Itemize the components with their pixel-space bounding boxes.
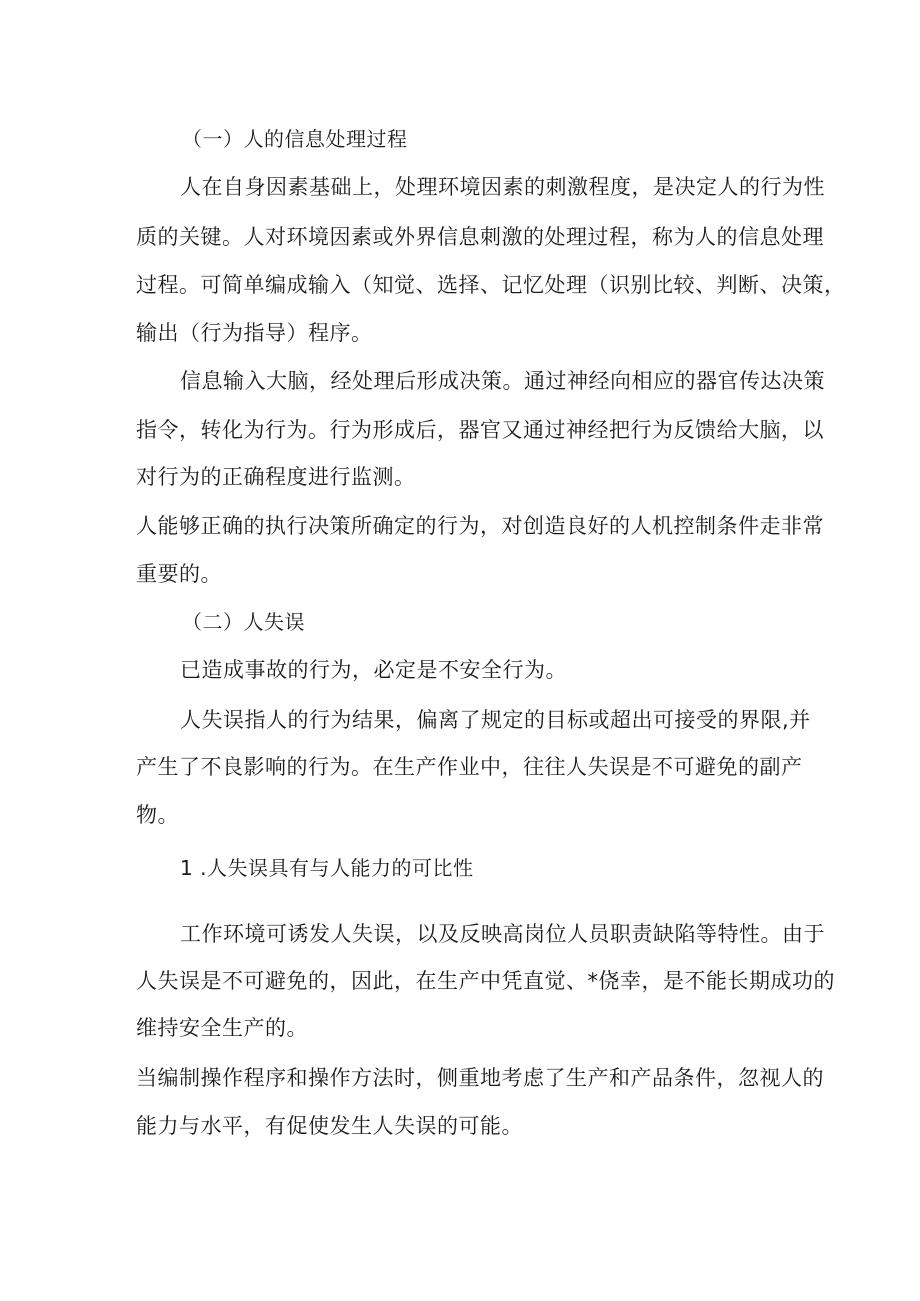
section2-para3-line1: 工作环境可诱发人失误，以及反映高岗位人员职责缺陷等特性。由于	[180, 922, 825, 946]
section2-heading: （二）人失误	[182, 610, 305, 634]
section1-para2-line2: 指令，转化为行为。行为形成后，器官又通过神经把行为反馈给大脑，以	[136, 418, 824, 442]
section1-para1-line3: 过程。可简单编成输入（知觉、选择、记忆处理（识别比较、判断、决策，	[136, 273, 846, 297]
section2-subheading-1: 1 .人失误具有与人能力的可比性	[180, 856, 474, 880]
section2-para4-line1: 当编制操作程序和操作方法时，侧重地考虑了生产和产品条件，忽视人的	[136, 1066, 824, 1090]
section2-para2-line3: 物。	[136, 803, 179, 827]
section1-para2-line1: 信息输入大脑，经处理后形成决策。通过神经向相应的器官传达决策	[180, 369, 825, 393]
section2-para1-line1: 已造成事故的行为，必定是不安全行为。	[180, 658, 567, 682]
section2-para3-line3: 维持安全生产的。	[136, 1016, 308, 1040]
section2-para3-line2: 人失误是不可避免的，因此，在生产中凭直觉、*侥幸，是不能长期成功的	[136, 969, 835, 993]
section1-para3-line1: 人能够正确的执行决策所确定的行为，对创造良好的人机控制条件走非常	[136, 514, 824, 538]
section1-para3-line2: 重要的。	[136, 562, 222, 586]
section1-heading: （一）人的信息处理过程	[182, 127, 408, 151]
section2-para4-line2: 能力与水平，有促使发生人失误的可能。	[136, 1114, 523, 1138]
section2-para2-line2: 产生了不良影响的行为。在生产作业中，往往人失误是不可避免的副产	[136, 755, 803, 779]
section1-para1-line1: 人在自身因素基础上，处理环境因素的刺激程度，是决定人的行为性	[180, 175, 825, 199]
section1-para1-line2: 质的关键。人对环境因素或外界信息刺激的处理过程，称为人的信息处理	[136, 225, 824, 249]
section1-para2-line3: 对行为的正确程度进行监测。	[136, 465, 416, 489]
section2-para2-line1: 人失误指人的行为结果，偏离了规定的目标或超出可接受的界限,并	[180, 708, 811, 732]
section1-para1-line4: 输出（行为指导）程序。	[136, 321, 373, 345]
